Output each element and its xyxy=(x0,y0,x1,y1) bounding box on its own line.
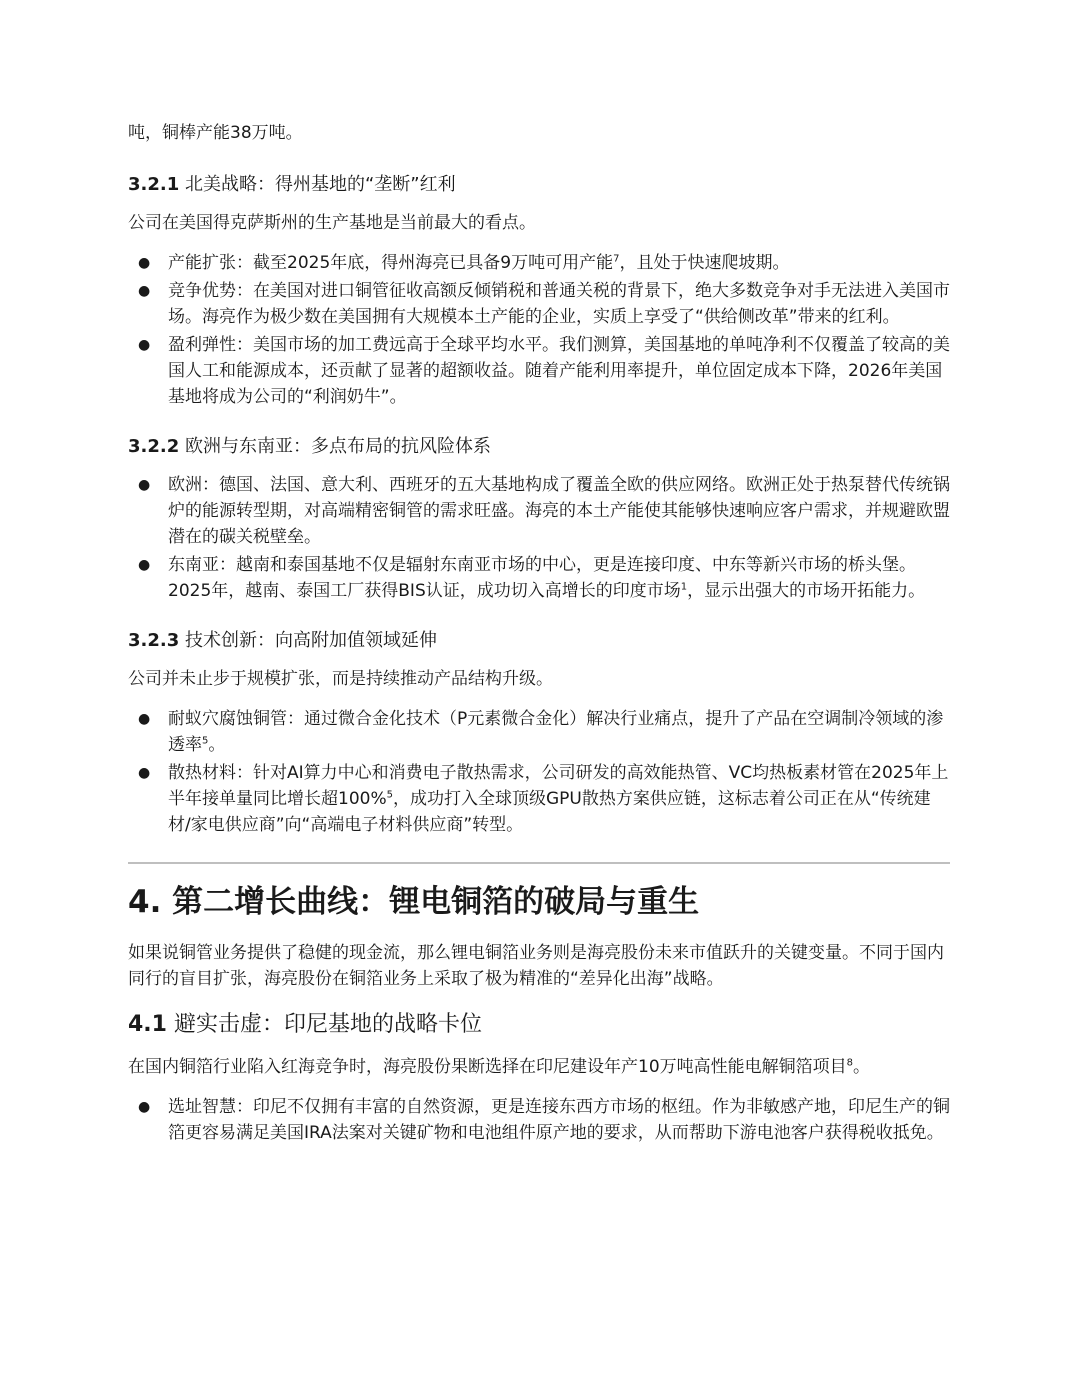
footnote-ref[interactable]: 7 xyxy=(613,253,620,265)
lead-paragraph: 吨，铜棒产能38万吨。 xyxy=(128,123,303,143)
list-item-text: 。 xyxy=(208,735,226,755)
chapter-number: 4. xyxy=(128,884,162,920)
list-item-text: 欧洲：德国、法国、意大利、西班牙的五大基地构成了覆盖全欧的供应网络。欧洲正处于热泵替代传统锅炉的能源转型期，对高端精密铜管的需求旺盛。海亮的本土产能使其能够快速响应客户需求，并规避欧盟潜在的碳关税壁垒。 xyxy=(168,475,950,547)
bullet-icon: ● xyxy=(138,283,151,299)
list-item-text: 东南亚：越南和泰国基地不仅是辐射东南亚市场的中心，更是连接印度、中东等新兴市场的桥头堡。2025年，越南、泰国工厂获得BIS认证，成功切入高增长的印度市场 xyxy=(168,555,916,601)
document-page xyxy=(128,120,950,1170)
list-item xyxy=(128,278,950,330)
bullet-icon: ● xyxy=(138,255,151,271)
section-divider xyxy=(128,862,950,864)
section-intro: 公司并未止步于规模扩张，而是持续推动产品结构升级。 xyxy=(128,669,553,689)
list-item-text: 竞争优势：在美国对进口铜管征收高额反倾销税和普通关税的背景下，绝大多数竞争对手无法进入美国市场。海亮作为极少数在美国拥有大规模本土产能的企业，实质上享受了“供给侧改革”带来的红利。 xyxy=(168,281,950,327)
chapter-heading-4 xyxy=(128,882,950,922)
section-intro: 公司在美国得克萨斯州的生产基地是当前最大的看点。 xyxy=(128,213,536,233)
section-heading-3-2-1 xyxy=(128,172,950,198)
footnote-ref[interactable]: 8 xyxy=(846,1057,854,1069)
list-item-text: 产能扩张：截至2025年底，得州海亮已具备9万吨可用产能 xyxy=(168,253,614,273)
footnote-ref[interactable]: 1 xyxy=(680,581,688,593)
list-item xyxy=(128,706,950,758)
intro-text: 。 xyxy=(853,1057,871,1077)
bullet-list xyxy=(128,1094,950,1146)
footnote-ref[interactable]: 5 xyxy=(202,735,209,747)
list-item-text: 盈利弹性：美国市场的加工费远高于全球平均水平。我们测算，美国基地的单吨净利不仅覆盖了较高的美国人工和能源成本，还贡献了显著的超额收益。随着产能利用率提升，单位固定成本下降，2026年美国基地将成为公司的“利润奶牛”。 xyxy=(168,335,950,407)
bullet-icon: ● xyxy=(138,337,151,353)
list-item-text: ，显示出强大的市场开拓能力。 xyxy=(687,581,926,601)
footnote-ref[interactable]: 5 xyxy=(386,789,393,801)
section-title: 欧洲与东南亚：多点布局的抗风险体系 xyxy=(179,436,491,457)
section-heading-3-2-3 xyxy=(128,628,950,654)
section-heading-4-1 xyxy=(128,1010,950,1040)
bullet-list xyxy=(128,706,950,838)
bullet-list xyxy=(128,472,950,604)
list-item xyxy=(128,250,950,276)
chapter-intro: 如果说铜管业务提供了稳健的现金流，那么锂电铜箔业务则是海亮股份未来市值跃升的关键变量。不同于国内同行的盲目扩张，海亮股份在铜箔业务上采取了极为精准的“差异化出海”战略。 xyxy=(128,943,944,989)
section-title: 北美战略：得州基地的“垄断”红利 xyxy=(179,174,456,195)
bullet-icon: ● xyxy=(138,477,151,493)
bullet-icon: ● xyxy=(138,711,151,727)
intro-text: 在国内铜箔行业陷入红海竞争时，海亮股份果断选择在印尼建设年产10万吨高性能电解铜箔项目 xyxy=(128,1057,847,1077)
bullet-icon: ● xyxy=(138,765,151,781)
section-intro xyxy=(128,1054,950,1080)
list-item xyxy=(128,760,950,838)
section-heading-3-2-2 xyxy=(128,434,950,460)
list-item xyxy=(128,332,950,410)
section-number: 3.2.3 xyxy=(128,630,180,651)
list-item-text: 散热材料：针对AI算力中心和消费电子散热需求，公司研发的高效能热管、VC均热板素材管在2025年上半年接单量同比增长超100% xyxy=(168,763,949,809)
list-item xyxy=(128,472,950,550)
section-title: 避实击虚：印尼基地的战略卡位 xyxy=(166,1012,482,1037)
list-item xyxy=(128,552,950,604)
section-number: 3.2.1 xyxy=(128,174,180,195)
section-number: 4.1 xyxy=(128,1012,167,1037)
list-item-text: 选址智慧：印尼不仅拥有丰富的自然资源，更是连接东西方市场的枢纽。作为非敏感产地，印尼生产的铜箔更容易满足美国IRA法案对关键矿物和电池组件原产地的要求，从而帮助下游电池客户获得税收抵免。 xyxy=(168,1097,950,1143)
list-item-text: 耐蚁穴腐蚀铜管：通过微合金化技术（P元素微合金化）解决行业痛点，提升了产品在空调制冷领域的渗透率 xyxy=(168,709,944,755)
bullet-list xyxy=(128,250,950,410)
list-item xyxy=(128,1094,950,1146)
section-title: 技术创新：向高附加值领域延伸 xyxy=(179,630,437,651)
bullet-icon: ● xyxy=(138,1099,151,1115)
chapter-title: 第二增长曲线：锂电铜箔的破局与重生 xyxy=(161,884,700,920)
list-item-text: ，且处于快速爬坡期。 xyxy=(619,253,790,273)
bullet-icon: ● xyxy=(138,557,151,573)
list-item-text: ，成功打入全球顶级GPU散热方案供应链，这标志着公司正在从“传统建材/家电供应商”向“高端电子材料供应商”转型。 xyxy=(168,789,931,835)
section-number: 3.2.2 xyxy=(128,436,180,457)
